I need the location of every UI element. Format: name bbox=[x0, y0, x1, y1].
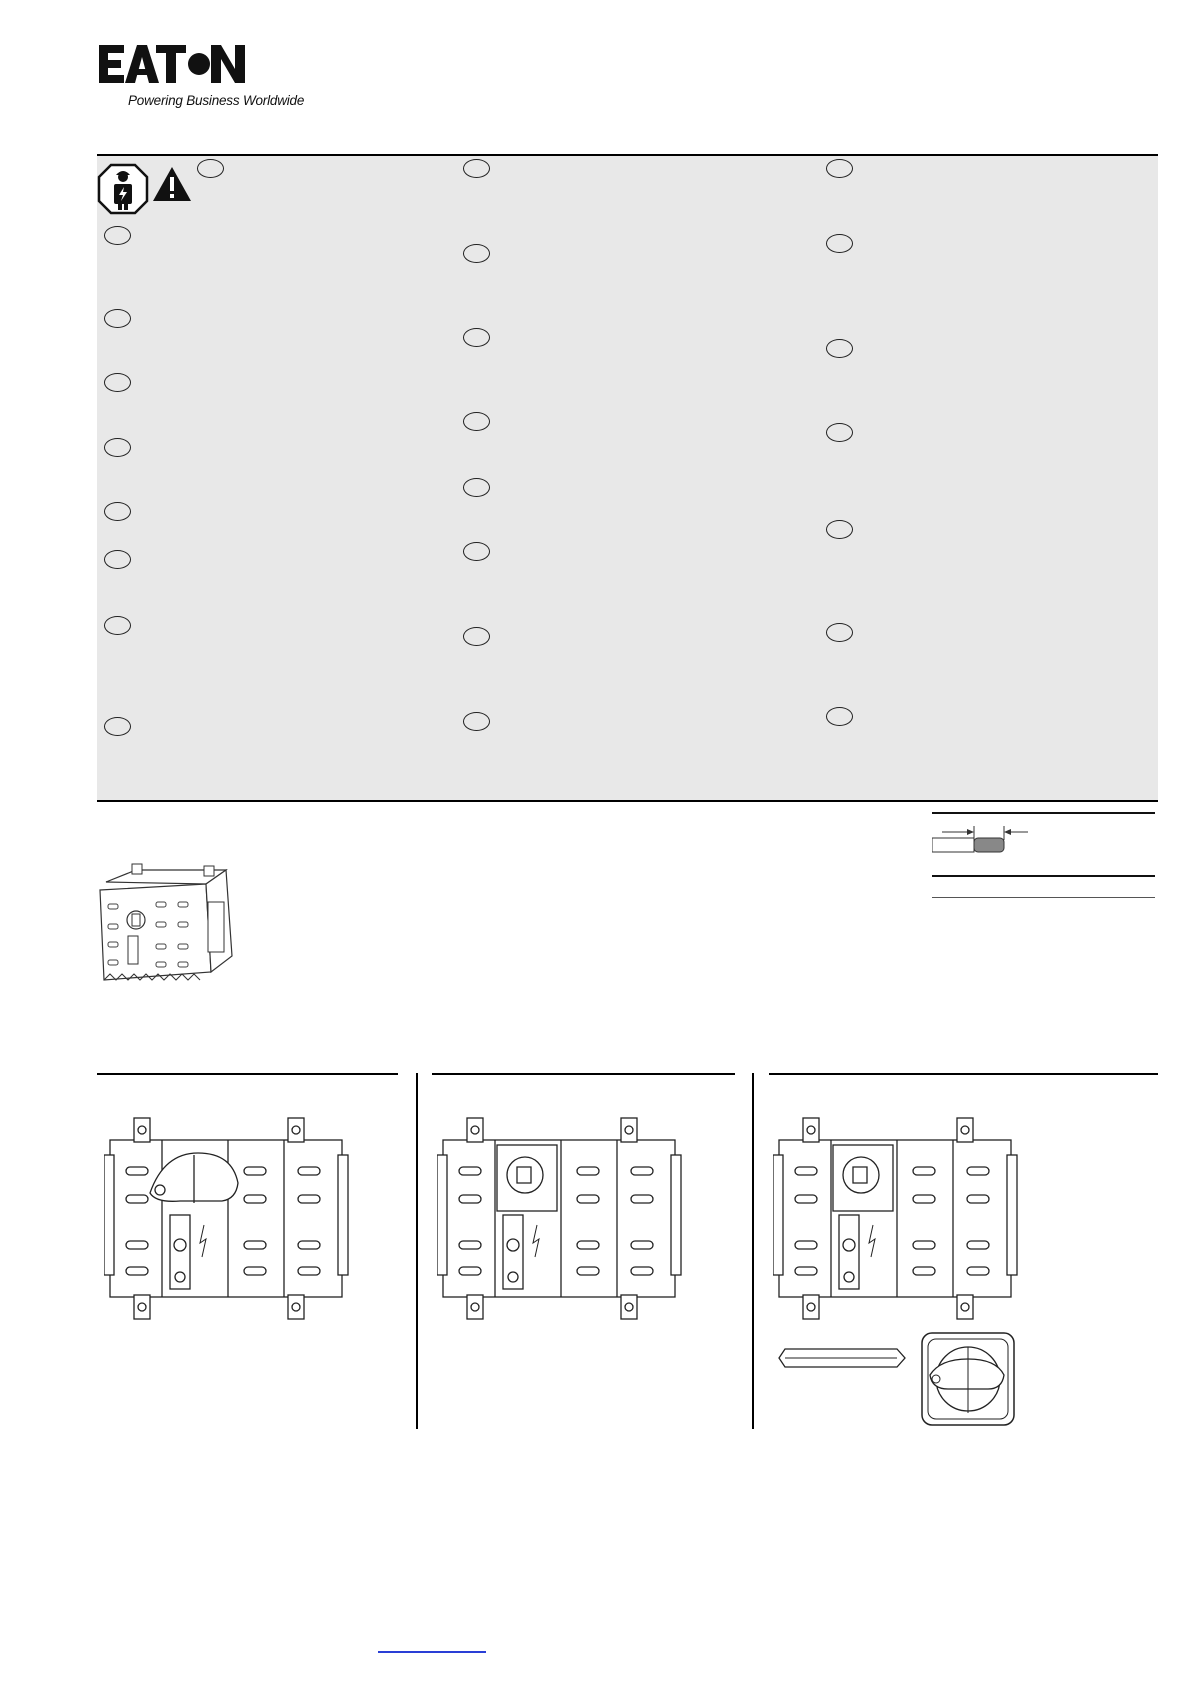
language-marker bbox=[104, 616, 131, 635]
language-marker bbox=[104, 226, 131, 245]
language-marker bbox=[463, 159, 490, 178]
language-marker bbox=[826, 520, 853, 539]
stripping-length-table bbox=[932, 812, 1155, 902]
figure-divider-2 bbox=[752, 1073, 754, 1429]
language-marker bbox=[826, 423, 853, 442]
wire-strip-icon bbox=[932, 820, 1042, 868]
figure-3-rule bbox=[769, 1073, 1158, 1075]
language-marker bbox=[104, 438, 131, 457]
language-marker bbox=[463, 542, 490, 561]
brand-tagline: Powering Business Worldwide bbox=[128, 93, 305, 108]
warning-triangle-icon bbox=[151, 165, 193, 203]
language-marker bbox=[463, 412, 490, 431]
product-isometric-illustration bbox=[96, 862, 241, 984]
language-marker bbox=[463, 328, 490, 347]
switch-with-extension-shaft-drawing bbox=[773, 1115, 1023, 1320]
figure-1-rule bbox=[97, 1073, 398, 1075]
electrician-icon bbox=[97, 163, 149, 215]
language-marker bbox=[197, 159, 224, 178]
language-marker bbox=[104, 502, 131, 521]
language-marker bbox=[463, 478, 490, 497]
panel-divider bbox=[97, 800, 1158, 802]
language-marker bbox=[104, 550, 131, 569]
switch-with-shaft-coupling-drawing bbox=[437, 1115, 687, 1320]
language-marker bbox=[463, 244, 490, 263]
language-marker bbox=[104, 717, 131, 736]
switch-with-rotary-handle-drawing bbox=[104, 1115, 354, 1320]
figure-divider-1 bbox=[416, 1073, 418, 1429]
figure-2-rule bbox=[432, 1073, 735, 1075]
footer-hyperlink[interactable] bbox=[378, 1651, 486, 1653]
eaton-logo bbox=[99, 42, 249, 90]
language-marker bbox=[104, 309, 131, 328]
language-marker bbox=[463, 712, 490, 731]
language-marker bbox=[463, 627, 490, 646]
language-marker bbox=[826, 234, 853, 253]
door-mounted-handle-drawing bbox=[918, 1329, 1018, 1429]
language-marker bbox=[826, 339, 853, 358]
language-marker bbox=[826, 159, 853, 178]
eaton-wordmark-icon bbox=[99, 42, 249, 90]
extension-shaft-drawing bbox=[777, 1343, 907, 1373]
language-marker bbox=[826, 707, 853, 726]
language-marker bbox=[104, 373, 131, 392]
safety-instructions-panel bbox=[97, 156, 1158, 800]
language-marker bbox=[826, 623, 853, 642]
